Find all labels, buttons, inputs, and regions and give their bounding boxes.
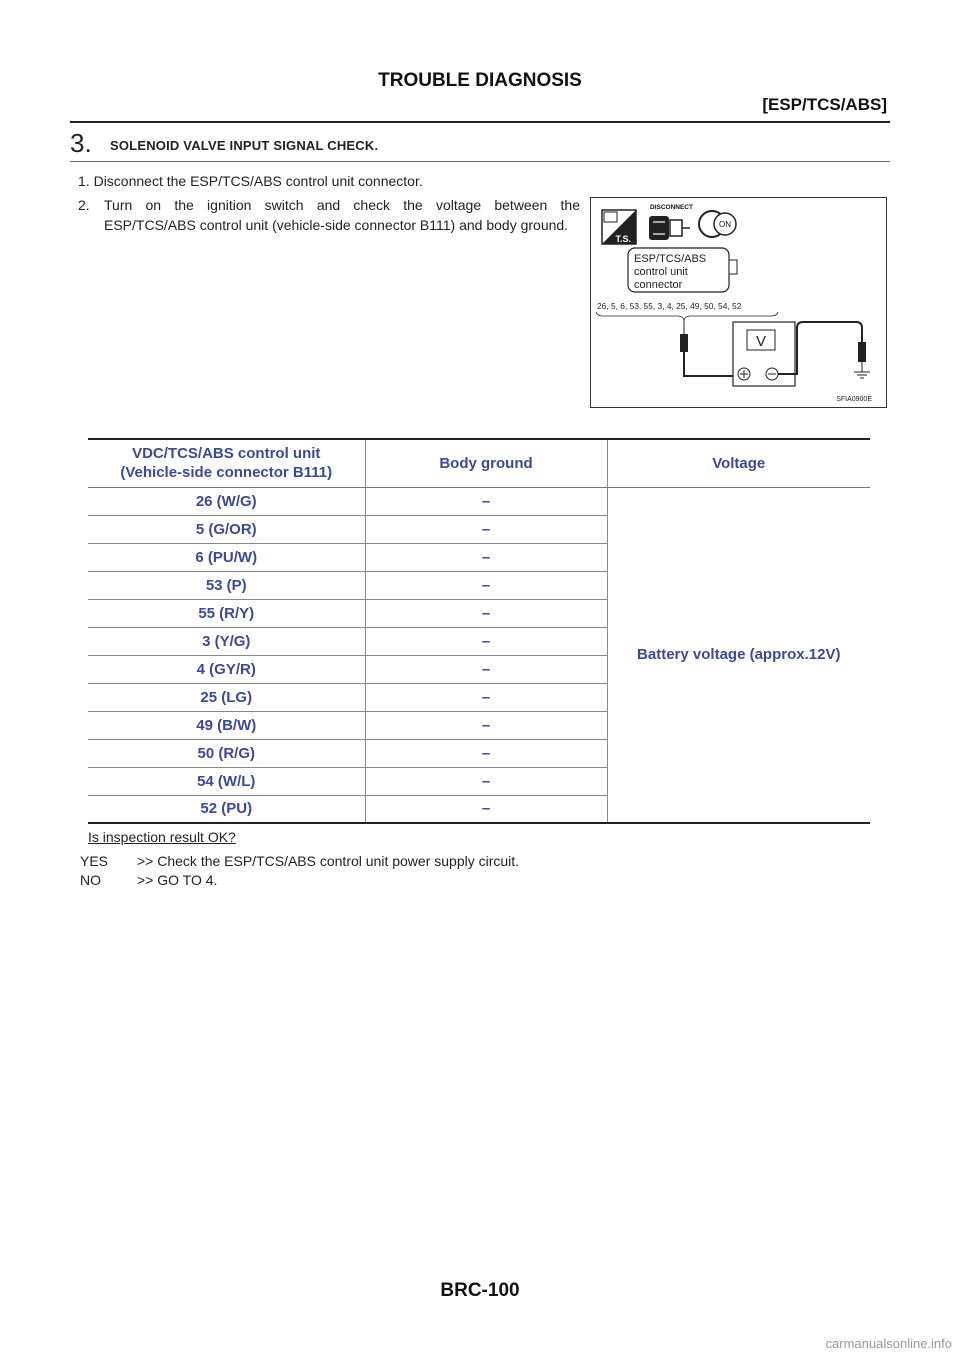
voltage-cell: Battery voltage (approx.12V) xyxy=(607,487,870,823)
ground-cell: – xyxy=(365,571,607,599)
section-tag: [ESP/TCS/ABS] xyxy=(762,95,887,114)
result-no xyxy=(80,872,217,888)
on-label: ON xyxy=(719,220,731,229)
ts-label: T.S. xyxy=(615,234,631,244)
instruction-1-text: Disconnect the ESP/TCS/ABS control unit connector. xyxy=(93,173,423,189)
ground-cell: – xyxy=(365,515,607,543)
connector-label-line-2: control unit xyxy=(634,266,688,278)
connector-label-line-1: ESP/TCS/ABS xyxy=(634,253,707,265)
ground-cell: – xyxy=(365,599,607,627)
pin-cell: 26 (W/G) xyxy=(88,487,365,515)
instruction-1 xyxy=(78,171,423,191)
result-yes xyxy=(80,853,519,869)
pin-cell: 49 (B/W) xyxy=(88,711,365,739)
ignition-key-icon xyxy=(699,211,736,237)
meter-label: V xyxy=(755,333,767,350)
header-voltage: Voltage xyxy=(607,439,870,487)
instruction-1-number: 1. xyxy=(78,173,90,189)
connector-disconnect-icon xyxy=(649,216,690,240)
step-title: SOLENOID VALVE INPUT SIGNAL CHECK. xyxy=(110,138,379,153)
pin-cell: 50 (R/G) xyxy=(88,739,365,767)
ground-cell: – xyxy=(365,739,607,767)
lead-positive xyxy=(684,352,737,376)
connector-label-line-3: connector xyxy=(634,279,683,291)
ground-icon xyxy=(854,362,870,378)
measurement-figure xyxy=(590,197,887,408)
result-yes-text: >> Check the ESP/TCS/ABS control unit power supply circuit. xyxy=(137,853,520,869)
voltage-spec-table xyxy=(88,438,870,824)
instruction-2-number: 2. xyxy=(78,197,90,213)
pin-cell: 4 (GY/R) xyxy=(88,655,365,683)
pins-label: 26, 5, 6, 53, 55, 3, 4, 25, 49, 50, 54, 52 xyxy=(597,301,742,311)
pin-cell: 55 (R/Y) xyxy=(88,599,365,627)
pin-cell: 6 (PU/W) xyxy=(88,543,365,571)
voltmeter-icon xyxy=(733,322,795,386)
probe-negative xyxy=(858,342,866,362)
pin-cell: 52 (PU) xyxy=(88,795,365,823)
ground-cell: – xyxy=(365,767,607,795)
pin-cell: 3 (Y/G) xyxy=(88,627,365,655)
header-divider xyxy=(70,121,890,123)
pin-cell: 5 (G/OR) xyxy=(88,515,365,543)
figure-code: SFIA0900E xyxy=(836,396,872,403)
header-control-unit-line-2: (Vehicle-side connector B111) xyxy=(120,464,333,482)
ground-cell: – xyxy=(365,543,607,571)
disconnect-label: DISCONNECT xyxy=(650,204,693,211)
step-divider xyxy=(70,161,890,162)
pins-bracket xyxy=(596,312,778,320)
watermark: carmanualsonline.info xyxy=(825,1336,952,1351)
pin-cell: 25 (LG) xyxy=(88,683,365,711)
table-row xyxy=(88,487,870,515)
probe-positive xyxy=(680,334,688,352)
page-number: BRC-100 xyxy=(440,1280,520,1301)
result-yes-key: YES xyxy=(80,853,109,869)
ground-cell: – xyxy=(365,711,607,739)
header-control-unit-line-1: VDC/TCS/ABS control unit xyxy=(132,445,321,463)
pin-cell: 54 (W/L) xyxy=(88,767,365,795)
connector-icon xyxy=(628,248,737,292)
ground-cell: – xyxy=(365,683,607,711)
inspection-question: Is inspection result OK? xyxy=(88,829,236,845)
step-number: 3. xyxy=(70,128,92,158)
result-no-text: >> GO TO 4. xyxy=(137,872,218,888)
ts-icon xyxy=(602,210,636,244)
pin-cell: 53 (P) xyxy=(88,571,365,599)
instruction-2-text: Turn on the ignition switch and check the voltage between the ESP/TCS/ABS control unit (vehicle-side connector B111) and body ground. xyxy=(104,197,580,233)
ground-cell: – xyxy=(365,655,607,683)
measurement-diagram xyxy=(591,198,886,407)
ground-cell: – xyxy=(365,627,607,655)
header-control-unit xyxy=(88,439,365,487)
ground-cell: – xyxy=(365,487,607,515)
header-body-ground: Body ground xyxy=(365,439,607,487)
table-header-row xyxy=(88,439,870,487)
ground-cell: – xyxy=(365,795,607,823)
page-title: TROUBLE DIAGNOSIS xyxy=(378,70,582,91)
result-no-key: NO xyxy=(80,872,101,888)
